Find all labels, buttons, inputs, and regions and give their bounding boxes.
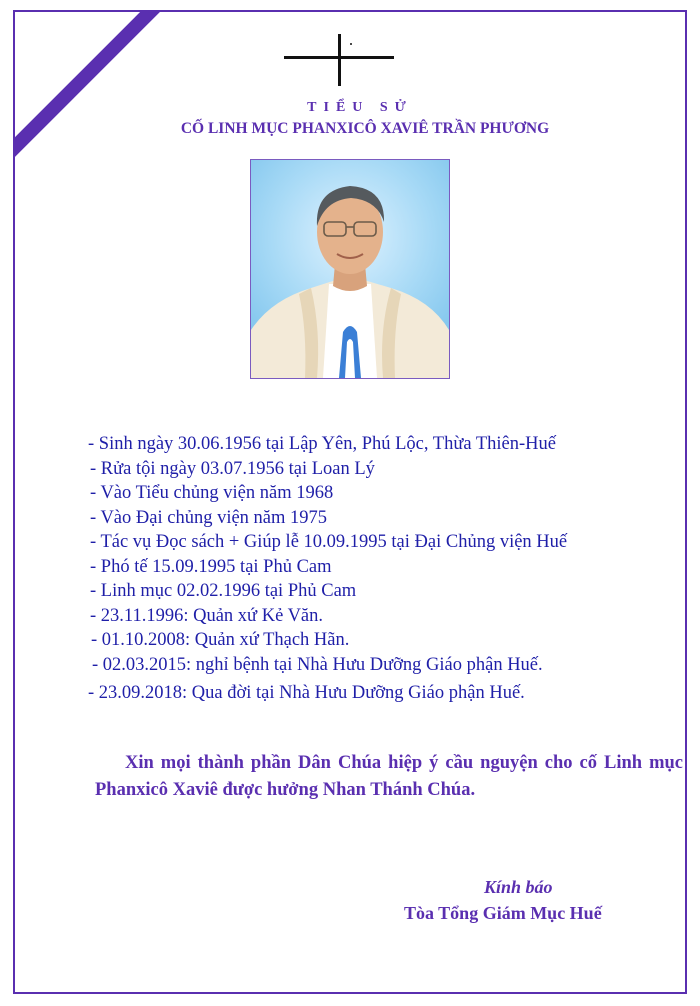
signature-greeting: Kính báo xyxy=(484,877,553,897)
list-item: - Rửa tội ngày 03.07.1956 tại Loan Lý xyxy=(90,458,375,479)
signature-issuer: Tòa Tổng Giám Mục Huế xyxy=(404,903,602,923)
list-item: - Sinh ngày 30.06.1956 tại Lập Yên, Phú Lộc, Thừa Thiên-Huế xyxy=(88,434,556,454)
list-item: - 01.10.2008: Quản xứ Thạch Hãn. xyxy=(91,630,350,650)
mourning-ribbon-icon xyxy=(13,10,189,181)
list-item: - Tác vụ Đọc sách + Giúp lễ 10.09.1995 tại Đại Chủng viện Huế xyxy=(90,532,568,552)
list-item: - Vào Đại chủng viện năm 1975 xyxy=(90,507,328,528)
list-item: - 23.09.2018: Qua đời tại Nhà Hưu Dưỡng Giáo phận Huế. xyxy=(88,683,525,703)
list-item: - Phó tế 15.09.1995 tại Phủ Cam xyxy=(90,556,332,577)
list-item: - 23.11.1996: Quản xứ Kẻ Văn. xyxy=(90,605,324,626)
page-subtitle: CỐ LINH MỤC PHANXICÔ XAVIÊ TRẦN PHƯƠNG xyxy=(180,120,550,137)
list-item: - 02.03.2015: nghỉ bệnh tại Nhà Hưu Dưỡng Giáo phận Huế. xyxy=(92,654,543,675)
list-item: - Linh mục 02.02.1996 tại Phủ Cam xyxy=(90,581,357,601)
biography-list xyxy=(88,432,567,706)
priest-portrait-icon xyxy=(250,159,450,379)
prayer-paragraph: Xin mọi thành phần Dân Chúa hiệp ý cầu nguyện cho cố Linh mục Phanxicô Xaviê được hưởng Nhan Thánh Chúa. xyxy=(95,753,683,800)
page-title: TIỂU SỬ xyxy=(307,100,413,115)
list-item: - Vào Tiểu chủng viện năm 1968 xyxy=(90,483,334,503)
